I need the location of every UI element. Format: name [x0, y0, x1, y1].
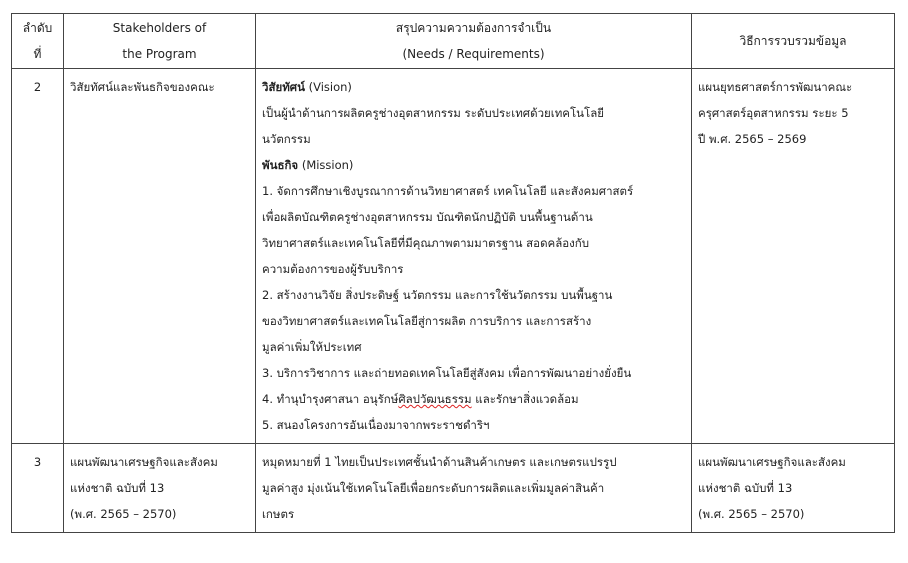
table-row — [12, 444, 895, 533]
stakeholder-cell: วิสัยทัศน์และพันธกิจของคณะ — [64, 69, 256, 444]
method-cell: แผนพัฒนาเศรษฐกิจและสังคม แห่งชาติ ฉบับที่ 13 (พ.ศ. 2565 – 2570) — [692, 444, 895, 533]
vision-heading: วิสัยทัศน์ (Vision) — [262, 80, 352, 94]
row-number: 3 — [12, 444, 64, 533]
header-stakeholders: Stakeholders of the Program — [64, 14, 256, 69]
header-method: วิธีการรวบรวมข้อมูล — [692, 14, 895, 69]
table-header-row — [12, 14, 895, 69]
needs-cell: หมุดหมายที่ 1 ไทยเป็นประเทศชั้นนำด้านสินค้าเกษตร และเกษตรแปรรูป มูลค่าสูง มุ่งเน้นใช้เทคโนโลยีเพื่อยกระดับการผลิตและเพิ่มมูลค่าสินค้า เกษตร — [256, 444, 692, 533]
header-needs: สรุปความความต้องการจำเป็น (Needs / Requirements) — [256, 14, 692, 69]
needs-cell: วิสัยทัศน์ (Vision) เป็นผู้นำด้านการผลิตครูช่างอุตสาหกรรม ระดับประเทศด้วยเทคโนโลยี นวัตกรรม พันธกิจ (Mission) 1. จัดการศึกษาเชิงบูรณาการด้านวิทยาศาสตร์ เทคโนโลยี และสังคมศาสตร์ เพื่อผลิตบัณฑิตครูช่างอุตสาหกรรม บัณฑิตนักปฏิบัติ บนพื้นฐานด้าน วิทยาศาสตร์และเทคโนโลยีที่มีคุณภาพตามมาตรฐาน สอดคล้องกับ ความต้องการของผู้รับบริการ 2. สร้างงานวิจัย สิ่งประดิษฐ์ นวัตกรรม และการใช้นวัตกรรม บนพื้นฐาน ของวิทยาศาสตร์และเทคโนโลยีสู่การผลิต การบริการ และการสร้าง มูลค่าเพิ่มให้ประเทศ 3. บริการวิชาการ และถ่ายทอดเทคโนโลยีสู่สังคม เพื่อการพัฒนาอย่างยั่งยืน 4. ทำนุบำรุงศาสนา อนุรักษ์ศิลปวัฒนธรรม และรักษาสิ่งแวดล้อม 5. สนองโครงการอันเนื่องมาจากพระราชดำริฯ — [256, 69, 692, 444]
mission-item-4: 4. ทำนุบำรุงศาสนา อนุรักษ์ศิลปวัฒนธรรม และรักษาสิ่งแวดล้อม — [262, 392, 579, 406]
mission-heading: พันธกิจ (Mission) — [262, 158, 354, 172]
stakeholder-cell: แผนพัฒนาเศรษฐกิจและสังคม แห่งชาติ ฉบับที่ 13 (พ.ศ. 2565 – 2570) — [64, 444, 256, 533]
row-number: 2 — [12, 69, 64, 444]
method-cell: แผนยุทธศาสตร์การพัฒนาคณะ ครุศาสตร์อุตสาหกรรม ระยะ 5 ปี พ.ศ. 2565 – 2569 — [692, 69, 895, 444]
table-row — [12, 69, 895, 444]
stakeholder-needs-table — [11, 13, 895, 533]
header-sequence: ลำดับ ที่ — [12, 14, 64, 69]
